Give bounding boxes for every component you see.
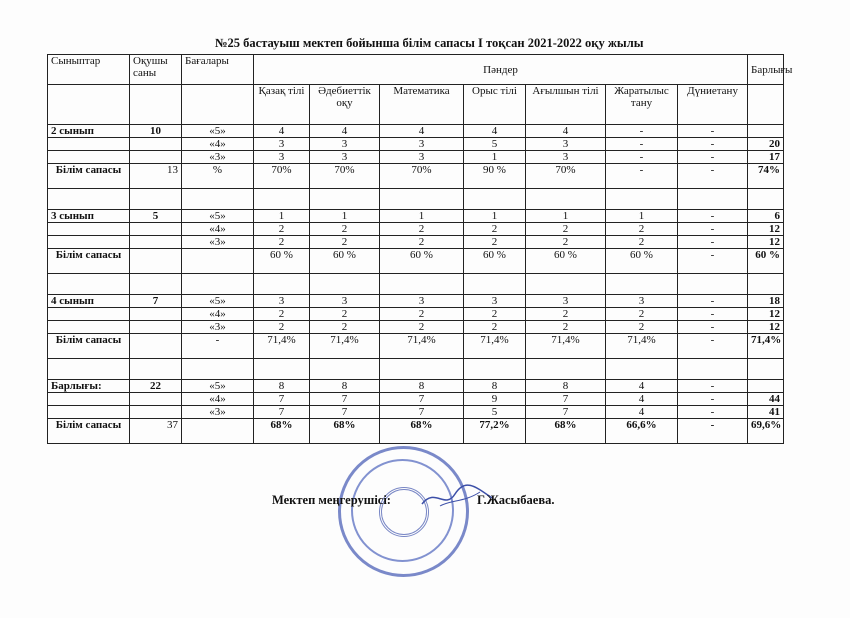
- quality-value: 90 %: [464, 164, 526, 189]
- signature-line: [272, 493, 555, 508]
- grade-value: 8: [464, 380, 526, 393]
- grade-value: 4: [526, 125, 606, 138]
- quality-total: 71,4%: [748, 334, 784, 359]
- class-name: Барлығы:: [48, 380, 130, 393]
- table-row: [48, 308, 784, 321]
- grade-value: -: [678, 210, 748, 223]
- grade-value: 3: [310, 295, 380, 308]
- grade-value: 4: [310, 125, 380, 138]
- quality-value: 71,4%: [254, 334, 310, 359]
- quality-value: 66,6%: [606, 419, 678, 444]
- table-row: [48, 236, 784, 249]
- grade-value: 9: [464, 393, 526, 406]
- grade-value: -: [678, 406, 748, 419]
- grade-label: «4»: [182, 308, 254, 321]
- grade-value: 7: [526, 406, 606, 419]
- grade-value: 3: [310, 151, 380, 164]
- grade-label: «4»: [182, 223, 254, 236]
- class-name: [48, 393, 130, 406]
- grade-value: -: [678, 151, 748, 164]
- table-row: [48, 393, 784, 406]
- grade-value: 7: [254, 406, 310, 419]
- grade-value: 4: [606, 406, 678, 419]
- grade-value: 2: [526, 223, 606, 236]
- subject-header: Орыс тілі: [464, 85, 526, 125]
- class-name: [48, 236, 130, 249]
- grade-value: 3: [380, 151, 464, 164]
- quality-row: [48, 334, 784, 359]
- header-subjects: Пәндер: [254, 55, 748, 85]
- class-name: 3 сынып: [48, 210, 130, 223]
- grade-value: -: [606, 125, 678, 138]
- grade-value: 3: [310, 138, 380, 151]
- grade-label: «3»: [182, 151, 254, 164]
- header-classes: Сыныптар: [48, 55, 130, 85]
- grade-value: 2: [606, 223, 678, 236]
- grade-value: 4: [606, 393, 678, 406]
- grade-value: 8: [526, 380, 606, 393]
- student-count: [130, 393, 182, 406]
- table-row: [48, 138, 784, 151]
- quality-total: 74%: [748, 164, 784, 189]
- grade-value: 3: [526, 295, 606, 308]
- student-count: [130, 406, 182, 419]
- grade-value: 3: [606, 295, 678, 308]
- header-row: [48, 55, 784, 85]
- subject-header: Қазақ тілі: [254, 85, 310, 125]
- grade-value: 1: [526, 210, 606, 223]
- header-students: Оқушы саны: [130, 55, 182, 85]
- quality-value: -: [678, 419, 748, 444]
- grade-value: 3: [526, 138, 606, 151]
- student-count: 22: [130, 380, 182, 393]
- class-name: 2 сынып: [48, 125, 130, 138]
- grade-value: 2: [464, 321, 526, 334]
- grade-value: 8: [310, 380, 380, 393]
- quality-value: 70%: [526, 164, 606, 189]
- quality-value: 71,4%: [380, 334, 464, 359]
- table-row: [48, 406, 784, 419]
- quality-value: -: [606, 164, 678, 189]
- grade-label: «5»: [182, 210, 254, 223]
- quality-value: -: [678, 249, 748, 274]
- class-name: [48, 151, 130, 164]
- grade-value: 1: [254, 210, 310, 223]
- quality-grade: -: [182, 334, 254, 359]
- document-title: №25 бастауыш мектеп бойынша білім сапасы I тоқсан 2021-2022 оқу жылы: [215, 36, 644, 50]
- grade-value: 8: [380, 380, 464, 393]
- grade-value: 2: [254, 308, 310, 321]
- quality-value: 60 %: [254, 249, 310, 274]
- quality-value: 60 %: [526, 249, 606, 274]
- class-name: [48, 223, 130, 236]
- subject-header: Жаратылыс тану: [606, 85, 678, 125]
- grade-value: 3: [526, 151, 606, 164]
- quality-value: 60 %: [380, 249, 464, 274]
- class-name: [48, 406, 130, 419]
- class-name: 4 сынып: [48, 295, 130, 308]
- grade-value: -: [606, 138, 678, 151]
- group-spacer: [48, 274, 784, 295]
- grade-label: «5»: [182, 125, 254, 138]
- row-total: 12: [748, 321, 784, 334]
- grade-value: 3: [464, 295, 526, 308]
- grade-label: «3»: [182, 236, 254, 249]
- quality-value: 71,4%: [464, 334, 526, 359]
- subject-header: Ағылшын тілі: [526, 85, 606, 125]
- grade-value: -: [678, 138, 748, 151]
- grade-value: 2: [380, 236, 464, 249]
- quality-value: 60 %: [464, 249, 526, 274]
- row-total: 12: [748, 236, 784, 249]
- quality-value: 68%: [526, 419, 606, 444]
- quality-total: 69,6%: [748, 419, 784, 444]
- table-row: [48, 125, 784, 138]
- quality-value: -: [678, 334, 748, 359]
- quality-value: 71,4%: [606, 334, 678, 359]
- grade-value: 5: [464, 138, 526, 151]
- grade-value: 2: [464, 223, 526, 236]
- grade-value: 7: [310, 406, 380, 419]
- student-count: 5: [130, 210, 182, 223]
- header-total: Барлығы: [748, 55, 784, 85]
- grade-value: -: [678, 321, 748, 334]
- quality-value: 60 %: [606, 249, 678, 274]
- grade-value: 7: [526, 393, 606, 406]
- class-name: [48, 321, 130, 334]
- grade-value: 2: [254, 223, 310, 236]
- grade-value: 4: [606, 380, 678, 393]
- subject-header: Әдебиеттік оқу: [310, 85, 380, 125]
- quality-value: 70%: [310, 164, 380, 189]
- quality-extra: 13: [130, 164, 182, 189]
- student-count: [130, 138, 182, 151]
- quality-label: Білім сапасы: [48, 164, 130, 189]
- header-grades: Бағалары: [182, 55, 254, 85]
- grade-value: 2: [464, 236, 526, 249]
- grade-value: 4: [254, 125, 310, 138]
- grade-value: 4: [464, 125, 526, 138]
- quality-value: 60 %: [310, 249, 380, 274]
- quality-value: 77,2%: [464, 419, 526, 444]
- grade-value: -: [678, 380, 748, 393]
- subject-header: Математика: [380, 85, 464, 125]
- student-count: 10: [130, 125, 182, 138]
- grade-label: «3»: [182, 321, 254, 334]
- grade-value: 2: [380, 321, 464, 334]
- grade-value: 8: [254, 380, 310, 393]
- table-row: [48, 321, 784, 334]
- row-total: [748, 125, 784, 138]
- quality-value: 70%: [254, 164, 310, 189]
- grade-value: 2: [380, 308, 464, 321]
- grades-table: [47, 54, 793, 444]
- signature-role: Мектеп меңгерушісі:: [272, 493, 391, 507]
- student-count: 7: [130, 295, 182, 308]
- grade-label: «4»: [182, 393, 254, 406]
- quality-value: 68%: [310, 419, 380, 444]
- grade-value: 7: [310, 393, 380, 406]
- grade-value: 2: [526, 236, 606, 249]
- grade-value: 7: [380, 393, 464, 406]
- row-total: 44: [748, 393, 784, 406]
- grade-value: -: [678, 125, 748, 138]
- student-count: [130, 321, 182, 334]
- grade-value: 2: [254, 321, 310, 334]
- student-count: [130, 236, 182, 249]
- grade-value: 2: [526, 321, 606, 334]
- quality-label: Білім сапасы: [48, 419, 130, 444]
- grade-value: 2: [606, 236, 678, 249]
- grade-label: «4»: [182, 138, 254, 151]
- group-spacer: [48, 189, 784, 210]
- grade-value: -: [606, 151, 678, 164]
- quality-value: 68%: [380, 419, 464, 444]
- quality-label: Білім сапасы: [48, 334, 130, 359]
- table-row: [48, 223, 784, 236]
- class-name: [48, 308, 130, 321]
- subject-header-row: [48, 85, 784, 125]
- quality-extra: 37: [130, 419, 182, 444]
- quality-grade: [182, 249, 254, 274]
- grade-value: 1: [606, 210, 678, 223]
- grade-value: 3: [380, 138, 464, 151]
- grade-value: 2: [464, 308, 526, 321]
- group-spacer: [48, 359, 784, 380]
- grade-value: 1: [310, 210, 380, 223]
- quality-row: [48, 164, 784, 189]
- grade-value: 2: [310, 236, 380, 249]
- table-row: [48, 210, 784, 223]
- grade-value: 2: [606, 308, 678, 321]
- student-count: [130, 308, 182, 321]
- quality-row: [48, 419, 784, 444]
- quality-value: 71,4%: [526, 334, 606, 359]
- quality-extra: [130, 334, 182, 359]
- quality-extra: [130, 249, 182, 274]
- grade-value: 2: [310, 321, 380, 334]
- grade-value: 4: [380, 125, 464, 138]
- grade-value: 1: [380, 210, 464, 223]
- grade-value: 5: [464, 406, 526, 419]
- grade-value: 1: [464, 151, 526, 164]
- grade-value: -: [678, 308, 748, 321]
- student-count: [130, 151, 182, 164]
- row-total: 12: [748, 308, 784, 321]
- grade-value: -: [678, 223, 748, 236]
- grade-value: 2: [526, 308, 606, 321]
- grade-value: 3: [254, 151, 310, 164]
- row-total: 18: [748, 295, 784, 308]
- grade-value: 3: [380, 295, 464, 308]
- quality-value: 68%: [254, 419, 310, 444]
- grade-value: 2: [310, 308, 380, 321]
- grade-value: 2: [380, 223, 464, 236]
- subject-header: Дүниетану: [678, 85, 748, 125]
- row-total: 12: [748, 223, 784, 236]
- grade-value: -: [678, 393, 748, 406]
- grade-value: -: [678, 236, 748, 249]
- table-row: [48, 380, 784, 393]
- row-total: 6: [748, 210, 784, 223]
- grade-label: «3»: [182, 406, 254, 419]
- quality-label: Білім сапасы: [48, 249, 130, 274]
- signature-name: Г.Жасыбаева.: [477, 493, 555, 507]
- table-row: [48, 295, 784, 308]
- grade-value: 7: [254, 393, 310, 406]
- table-row: [48, 151, 784, 164]
- quality-total: 60 %: [748, 249, 784, 274]
- grade-label: «5»: [182, 380, 254, 393]
- grade-value: 2: [310, 223, 380, 236]
- row-total: 41: [748, 406, 784, 419]
- quality-value: 71,4%: [310, 334, 380, 359]
- grade-value: 3: [254, 295, 310, 308]
- row-total: [748, 380, 784, 393]
- row-total: 20: [748, 138, 784, 151]
- grade-value: 2: [606, 321, 678, 334]
- class-name: [48, 138, 130, 151]
- quality-value: -: [678, 164, 748, 189]
- quality-grade: %: [182, 164, 254, 189]
- grade-value: 7: [380, 406, 464, 419]
- row-total: 17: [748, 151, 784, 164]
- grade-label: «5»: [182, 295, 254, 308]
- student-count: [130, 223, 182, 236]
- grade-value: -: [678, 295, 748, 308]
- subject-header-empty: [748, 85, 784, 125]
- quality-value: 70%: [380, 164, 464, 189]
- table-body: [48, 125, 784, 444]
- grade-value: 2: [254, 236, 310, 249]
- grade-value: 1: [464, 210, 526, 223]
- quality-grade: [182, 419, 254, 444]
- grade-value: 3: [254, 138, 310, 151]
- quality-row: [48, 249, 784, 274]
